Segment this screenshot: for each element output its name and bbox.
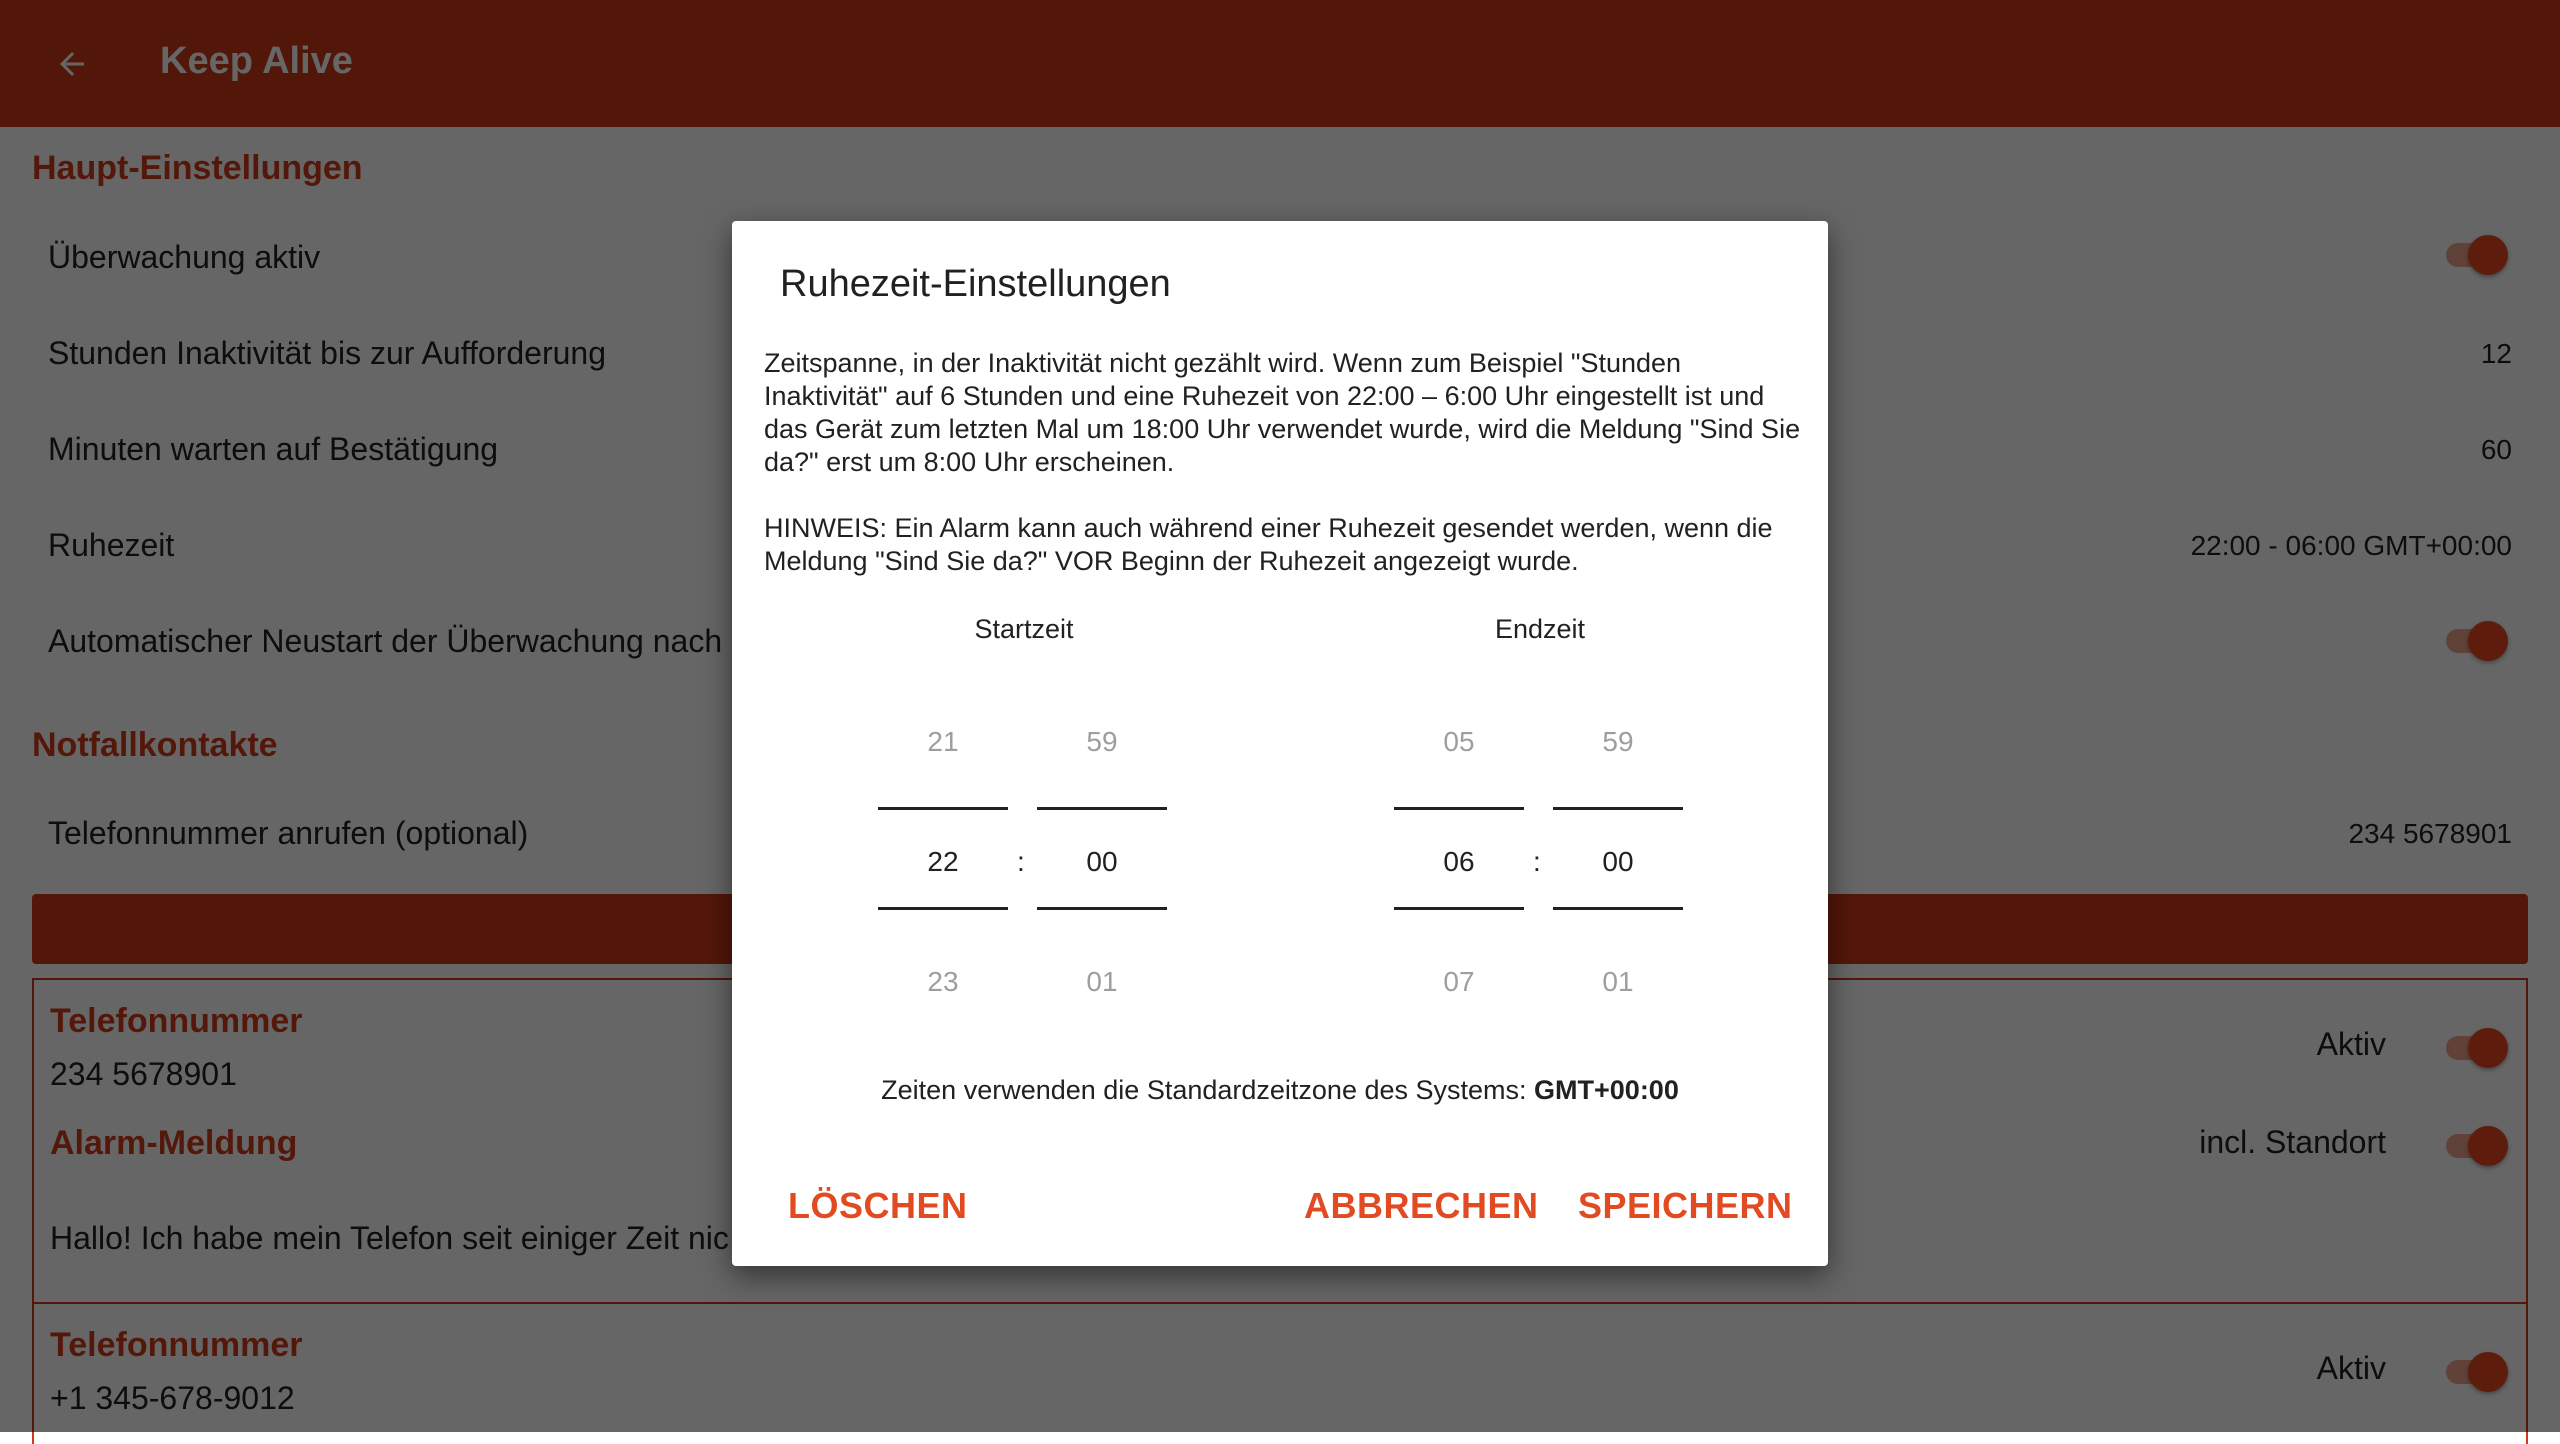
picker-next-value[interactable]: 23 xyxy=(927,966,959,997)
picker-next-value[interactable]: 07 xyxy=(1443,966,1475,997)
dialog-note: HINWEIS: Ein Alarm kann auch während einer Ruhezeit gesendet werden, wenn die Meldung "Sind Sie da?" VOR Beginn der Ruhezeit angezeigt wurde. xyxy=(764,513,1773,576)
picker-prev-value[interactable]: 05 xyxy=(1443,726,1475,757)
dialog-title: Ruhezeit-Einstellungen xyxy=(780,263,1171,305)
start-hour-value[interactable]: 22 xyxy=(927,846,959,877)
cancel-button[interactable]: ABBRECHEN xyxy=(1304,1185,1539,1226)
picker-prev-value[interactable]: 21 xyxy=(927,726,959,757)
picker-divider xyxy=(1394,907,1524,910)
time-separator: : xyxy=(1533,846,1541,877)
timezone-note xyxy=(732,1075,1828,1106)
delete-button[interactable]: LÖSCHEN xyxy=(788,1185,968,1226)
picker-divider xyxy=(1394,807,1524,810)
picker-divider xyxy=(1553,907,1683,910)
picker-next-value[interactable]: 01 xyxy=(1086,966,1118,997)
timezone-text: Zeiten verwenden die Standardzeitzone des Systems: xyxy=(881,1075,1535,1105)
picker-divider xyxy=(1037,907,1167,910)
start-minute-value[interactable]: 00 xyxy=(1086,846,1118,877)
picker-divider xyxy=(1553,807,1683,810)
picker-divider xyxy=(878,807,1008,810)
picker-divider xyxy=(1037,807,1167,810)
dialog-message xyxy=(764,347,1804,611)
picker-prev-value[interactable]: 59 xyxy=(1086,726,1118,757)
time-separator: : xyxy=(1017,846,1025,877)
dialog-paragraph: Zeitspanne, in der Inaktivität nicht gezählt wird. Wenn zum Beispiel "Stunden Inaktivität" auf 6 Stunden und eine Ruhezeit von 22:00 – 6:00 Uhr eingestellt ist und das Gerät zum letzten Mal um 18:00 Uhr verwendet wurde, wird die Meldung "Sind Sie da?" erst um 8:00 Uhr erscheinen. xyxy=(764,348,1801,477)
start-time-label: Startzeit xyxy=(974,614,1074,644)
end-minute-value[interactable]: 00 xyxy=(1602,846,1634,877)
picker-divider xyxy=(878,907,1008,910)
end-hour-value[interactable]: 06 xyxy=(1443,846,1475,877)
picker-prev-value[interactable]: 59 xyxy=(1602,726,1634,757)
picker-next-value[interactable]: 01 xyxy=(1602,966,1634,997)
save-button[interactable]: SPEICHERN xyxy=(1578,1185,1793,1226)
end-time-label: Endzeit xyxy=(1494,614,1586,644)
rest-time-dialog xyxy=(732,221,1828,1266)
timezone-value: GMT+00:00 xyxy=(1534,1075,1679,1105)
